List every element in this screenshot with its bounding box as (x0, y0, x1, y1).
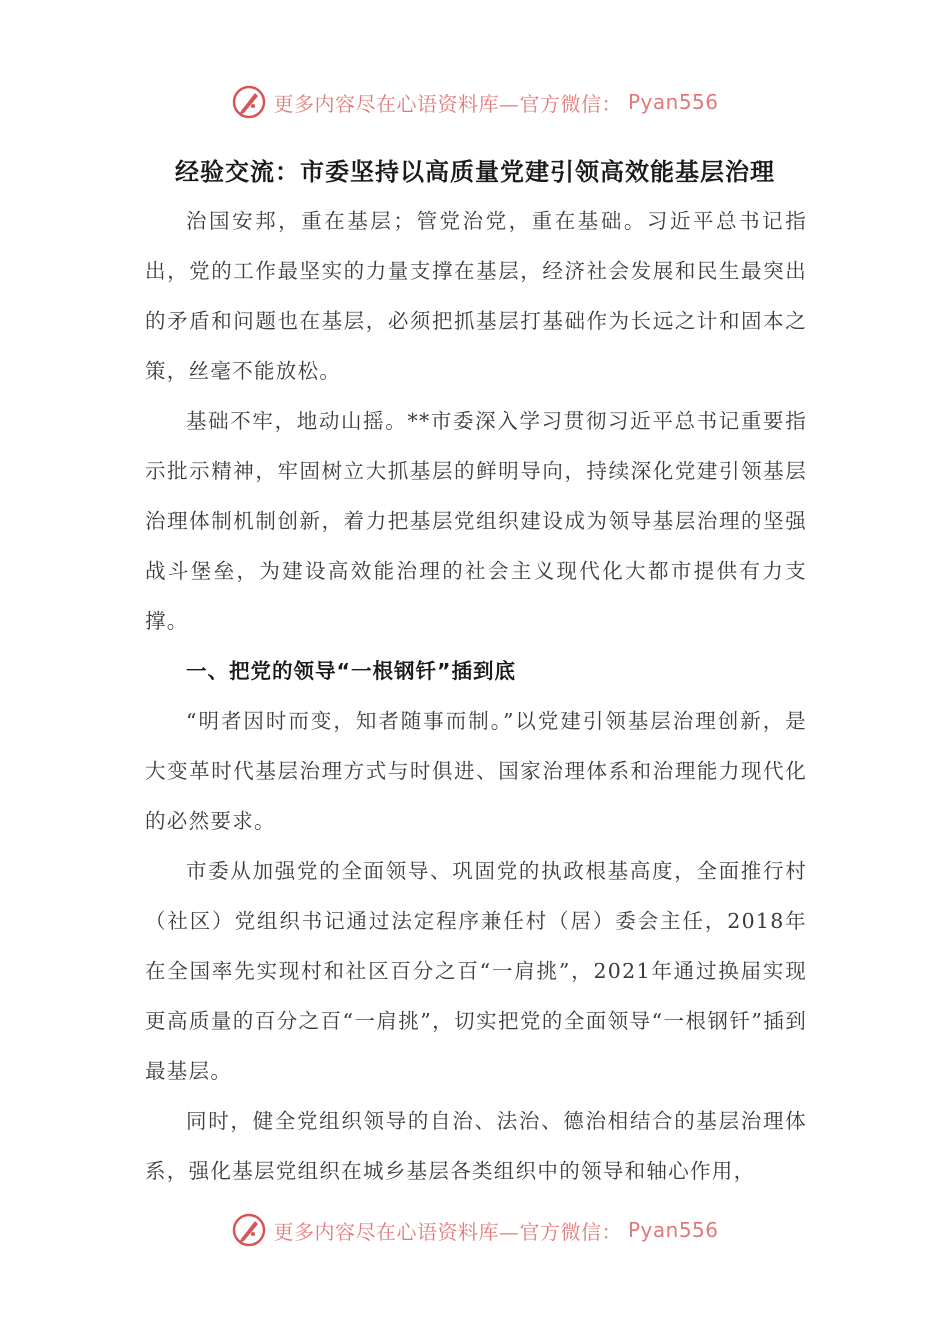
section-heading-1: 一、把党的领导“一根钢钎”插到底 (186, 659, 516, 683)
paragraph-section1-2: 市委从加强党的全面领导、巩固党的执政根基高度，全面推行村（社区）党组织书记通过法定程序兼任村（居）委会主任，2018年在全国率先实现村和社区百分之百“一肩挑”，2021年通过换届实现更高质量的百分之百“一肩挑”，切实把党的全面领导“一根钢钎”插到最基层。 (145, 859, 807, 1083)
document-body (145, 196, 807, 1196)
document-title: 经验交流：市委坚持以高质量党建引领高效能基层治理 (175, 158, 775, 186)
paragraph-intro-1: 治国安邦，重在基层；管党治党，重在基础。习近平总书记指出，党的工作最坚实的力量支撑在基层，经济社会发展和民生最突出的矛盾和问题也在基层，必须把抓基层打基础作为长远之计和固本之策，丝毫不能放松。 (145, 209, 807, 383)
footer-watermark (0, 1210, 950, 1250)
paragraph-section1-1: “明者因时而变，知者随事而制。”以党建引领基层治理创新，是大变革时代基层治理方式与时俱进、国家治理体系和治理能力现代化的必然要求。 (145, 709, 807, 833)
header-watermark (0, 82, 950, 122)
watermark-wechat-id: Pyan556 (627, 1218, 719, 1242)
paragraph-section1-3: 同时，健全党组织领导的自治、法治、德治相结合的基层治理体系，强化基层党组织在城乡基层各类组织中的领导和轴心作用， (145, 1109, 807, 1183)
paragraph-intro-2: 基础不牢，地动山摇。**市委深入学习贯彻习近平总书记重要指示批示精神，牢固树立大抓基层的鲜明导向，持续深化党建引领基层治理体制机制创新，着力把基层党组织建设成为领导基层治理的坚强战斗堡垒，为建设高效能治理的社会主义现代化大都市提供有力支撑。 (145, 409, 807, 633)
watermark-text: 更多内容尽在心语资料库—官方微信： (273, 1219, 622, 1244)
watermark-text: 更多内容尽在心语资料库—官方微信： (273, 91, 622, 116)
quill-logo-icon (231, 84, 267, 120)
quill-logo-icon (231, 1212, 267, 1248)
watermark-wechat-id: Pyan556 (627, 90, 719, 114)
